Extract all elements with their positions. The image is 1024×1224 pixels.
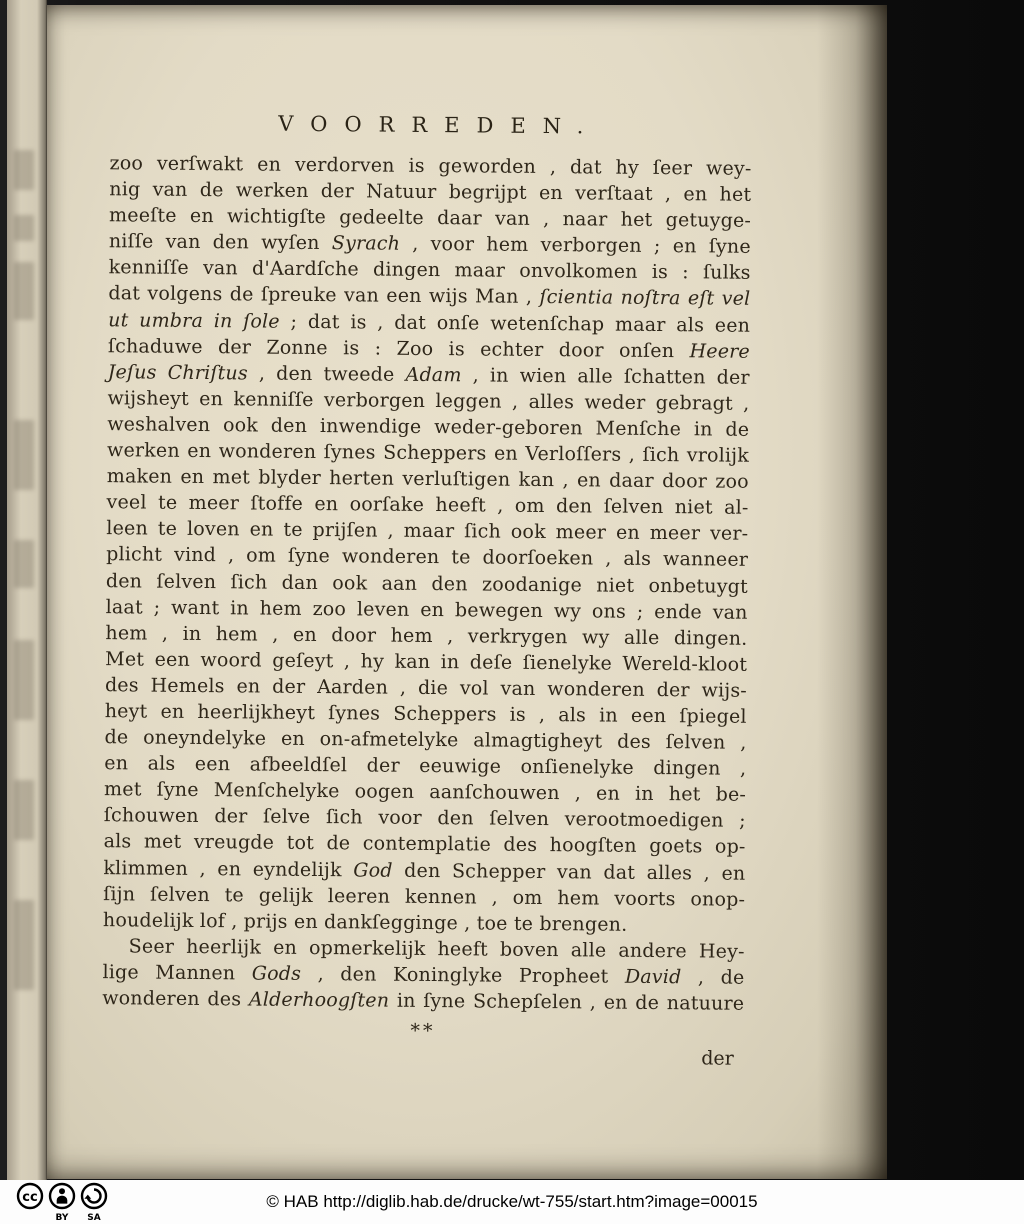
text-line: als met vreugde tot de contemplatie des hoogſten goets op-	[103, 830, 746, 859]
text-line: Met een woord geſeyt , hy kan in deſe ſienelyke Wereld-kloot	[105, 647, 748, 676]
text-line: Seer heerlijk en opmerkelijk heeft boven alle andere Hey-	[128, 935, 745, 963]
text-line: werken en wonderen ſynes Scheppers en Verloſſers , ſich vrolijk	[106, 439, 750, 467]
copyright-label: © HAB	[266, 1192, 319, 1211]
text-line: maken en met blyder herten verluſtigen kan , en daar door zoo	[106, 465, 749, 493]
text-line: nig van de werken der Natuur begrijpt en verſtaat , en het	[109, 178, 752, 206]
text-line: en als een afbeeldſel der eeuwige onſienelyke dingen ,	[104, 752, 747, 780]
text-line: Jeſus Chriſtus , den tweede Adam , in wien alle ſchatten der	[107, 360, 750, 389]
text-line: hem , in hem , en door hem , verkrygen wy alle dingen.	[105, 621, 748, 650]
text-line: weshalven ook den inwendige weder-geboren Menſche in de	[107, 413, 750, 441]
page-title: VOORREDEN.	[278, 111, 601, 139]
text-line: wonderen des Alderhoogſten in ſyne Schepſelen , en de natuure	[102, 987, 745, 1015]
text-line: heyt en heerlijkheyt ſynes Scheppers is , als in een ſpiegel	[104, 700, 747, 728]
cc-letters: cc	[22, 1190, 38, 1205]
book-page	[47, 5, 887, 1179]
sa-label: SA	[87, 1213, 101, 1222]
adjacent-page-edge	[7, 0, 47, 1180]
text-line: de oneyndelyke en on-afmetelyke almagtigheyt des ſelven ,	[104, 726, 747, 754]
source-url[interactable]: http://diglib.hab.de/drucke/wt-755/start.htm?image=00015	[323, 1192, 758, 1211]
text-line: veel te meer ſtoffe en oorſake heeft , om den ſelven niet al-	[106, 491, 749, 520]
show-through-smudge	[14, 640, 34, 720]
text-line: houdelijk lof , prijs en dankſegginge , toe te brengen.	[102, 908, 628, 936]
image-credit	[0, 1192, 1024, 1212]
show-through-smudge	[14, 540, 34, 588]
image-footer	[0, 1180, 1024, 1224]
text-block	[102, 110, 752, 1070]
text-line: met ſyne Menſchelyke oogen aanſchouwen , en in het be-	[103, 778, 747, 807]
text-line: den ſelven ſich dan ook aan den zoodanige niet onbetuygt	[105, 569, 748, 598]
show-through-smudge	[14, 420, 34, 490]
text-line: plicht vind , om ſyne wonderen te doorſoeken , als wanneer	[106, 543, 749, 572]
text-line: wijsheyt en kenniſſe verborgen leggen , alles weder gebragt ,	[107, 387, 750, 415]
show-through-smudge	[14, 780, 34, 840]
text-line: niſſe van den wyſen Syrach , voor hem verborgen ; en ſyne	[108, 230, 751, 259]
text-line: klimmen , en eyndelijk God den Schepper van dat alles , en	[103, 856, 746, 885]
text-line: dat volgens de ſpreuke van een wijs Man , ſcientia noſtra eſt vel	[108, 282, 751, 311]
text-line: kenniſſe van d'Aardſche dingen maar onvolkomen is : ſulks	[108, 256, 751, 285]
text-line: ſijn ſelven te gelijk leeren kennen , om hem voorts onop-	[103, 882, 746, 911]
show-through-smudge	[14, 900, 34, 990]
text-line: zoo verſwakt en verdorven is geworden , dat hy ſeer wey-	[109, 152, 752, 180]
text-line: meeſte en wichtigſte gedeelte daar van , naar het getuyge-	[108, 204, 752, 232]
text-line: ut umbra in ſole ; dat is , dat onſe wetenſchap maar als een	[108, 308, 751, 337]
text-line: des Hemels en der Aarden , die vol van wonderen der wijs-	[104, 674, 748, 702]
show-through-smudge	[14, 215, 34, 241]
text-line: ſchaduwe der Zonne is : Zoo is echter door onſen Heere	[107, 334, 751, 363]
text-line: ſchouwen der ſelve ſich voor den ſelven verootmoedigen ;	[103, 804, 746, 833]
signature-mark: **	[410, 1019, 436, 1043]
text-line: laat ; want in hem zoo leven en bewegen wy ons ; ende van	[105, 595, 748, 624]
body-text	[102, 150, 751, 1017]
text-line: leen te loven en te prijſen , maar ſich ook meer en meer ver-	[106, 517, 749, 546]
show-through-smudge	[14, 262, 34, 320]
by-label: BY	[55, 1213, 69, 1222]
show-through-smudge	[14, 150, 34, 190]
catchword: der	[701, 1047, 734, 1070]
text-line: lige Mannen Gods , den Koninglyke Propheet David , de	[102, 961, 745, 989]
